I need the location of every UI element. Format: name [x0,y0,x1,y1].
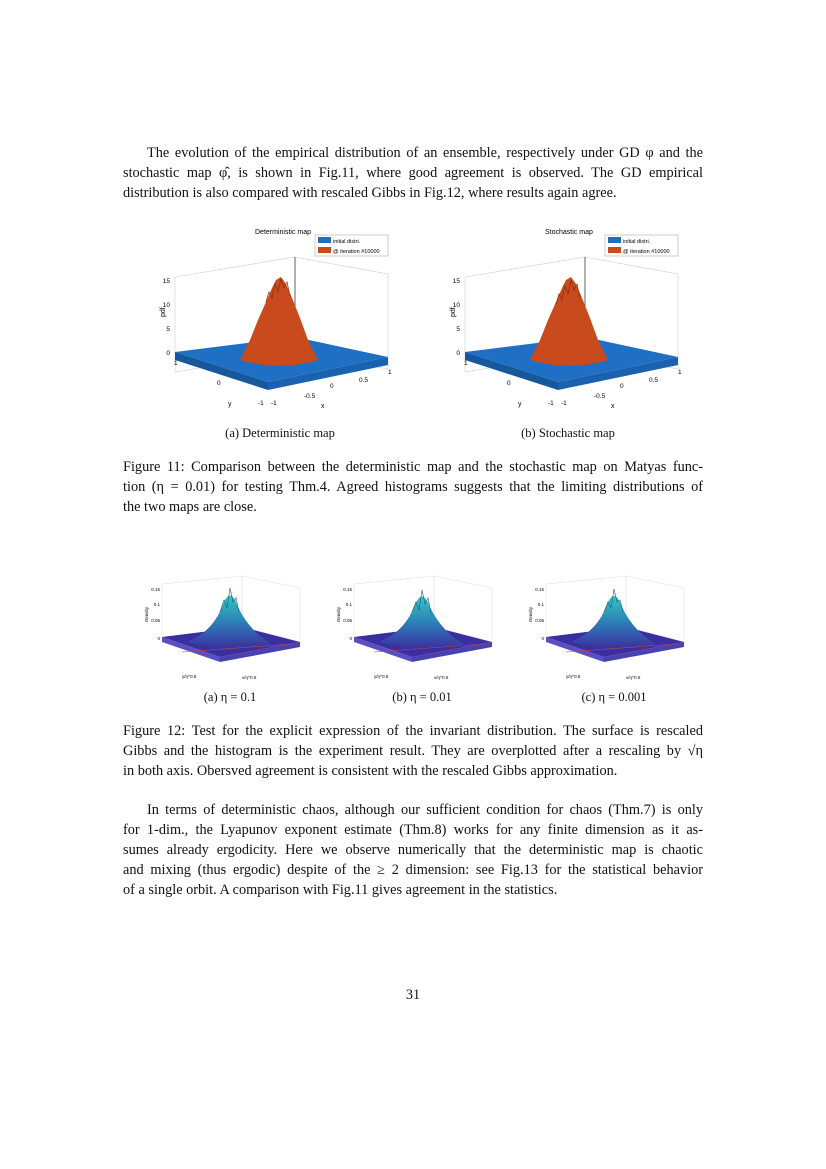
z-axis-label: Density [336,606,341,622]
figure12-panel-a [142,572,312,687]
xtick-neg1: -1 [271,400,277,407]
legend-label-initial: initial distri. [333,239,361,245]
ytick-1: 1 [464,360,468,367]
histogram-bump [187,596,272,649]
closing-line-3: sumes already ergodicity. Here we observe numerically that the deterministic map is chaotic [123,842,703,858]
closing-line-4: and mixing (thus ergodic) despite of the ≥ 2 dimension: see Fig.13 for the statistical behavior [123,862,703,878]
ztick-5: 5 [456,326,460,333]
figure11-panel-a [150,222,400,417]
page-number: 31 [405,987,421,1003]
closing-line-2: for 1-dim., the Lyapunov exponent estimate (Thm.8) works for any finite dimension as it as- [123,822,703,838]
xtick-0: 0 [620,383,624,390]
ztick-15: 15 [162,278,170,285]
xtick-0: 0 [330,383,334,390]
ztick-005: 0.05 [535,618,544,623]
figure12-subcaption-a: (a) η = 0.1 [203,690,257,704]
intro-line-2: stochastic map φ̂, is shown in Fig.11, where good agreement is observed. The GD empirical [123,165,703,181]
x-axis-label: x/η^0.5 [626,675,641,680]
ztick-0: 0 [456,350,460,357]
figure12-panel-c [526,572,696,687]
ztick-0: 0 [541,636,544,641]
ztick-5: 5 [166,326,170,333]
ztick-01: 0.1 [153,602,160,607]
figure11-subcaption-b: (b) Stochastic map [521,426,615,440]
ztick-005: 0.05 [151,618,160,623]
figure11-caption-line-1: Figure 11: Comparison between the deterministic map and the stochastic map on Matyas func- [123,459,703,475]
legend-label-final: @ iteration #10000 [623,249,670,255]
figure11-caption-line-2: tion (η = 0.01) for testing Thm.4. Agreed histograms suggests that the limiting distributions of [123,479,703,495]
closing-line-1: In terms of deterministic chaos, although our sufficient condition for chaos (Thm.7) is only [147,802,703,818]
ytick-neg1: -1 [548,400,554,407]
ytick-0: 0 [217,380,221,387]
panel-title: Stochastic map [545,229,593,236]
figure12-caption-line-1: Figure 12: Test for the explicit expression of the invariant distribution. The surface is rescaled [123,723,703,739]
y-axis-label: y/η^0.5 [374,674,389,679]
ytick-neg1: -1 [258,400,264,407]
xtick-neg05: -0.5 [304,393,316,400]
figure12-subcaption-c: (c) η = 0.001 [581,690,647,704]
intro-line-3: distribution is also compared with rescaled Gibbs in Fig.12, where results again agree. [123,185,617,201]
y-axis-label: y/η^0.5 [182,674,197,679]
xtick-1: 1 [388,369,392,376]
legend-swatch-initial [608,237,621,243]
x-axis-label: x [321,403,325,410]
legend-swatch-initial [318,237,331,243]
x-axis-label: x/η^0.5 [242,675,257,680]
ztick-015: 0.15 [151,587,160,592]
xtick-neg05: -0.5 [594,393,606,400]
ztick-0: 0 [157,636,160,641]
figure11-caption [123,457,703,517]
z-axis-label: Density [528,606,533,622]
iteration-histogram-peak [240,277,318,366]
ztick-01: 0.1 [537,602,544,607]
histogram-bump [571,596,656,649]
intro-line-1: The evolution of the empirical distribution of an ensemble, respectively under GD φ and the [147,145,703,161]
ytick-0: 0 [507,380,511,387]
ztick-15: 15 [452,278,460,285]
ztick-10: 10 [162,302,170,309]
ztick-0: 0 [349,636,352,641]
ytick-1: 1 [174,360,178,367]
legend-swatch-final [318,247,331,253]
intro-paragraph [123,143,703,203]
figure12-caption [123,721,703,781]
y-axis-label: y [228,401,232,408]
ztick-015: 0.15 [535,587,544,592]
figure12-caption-line-3: in both axis. Obersved agreement is consistent with the rescaled Gibbs approximation. [123,763,618,779]
z-axis-label: pdf [160,307,167,317]
legend-label-final: @ iteration #10000 [333,249,380,255]
ztick-0: 0 [166,350,170,357]
legend-swatch-final [608,247,621,253]
figure12-subcaption-b: (b) η = 0.01 [392,690,452,704]
closing-paragraph [123,800,703,900]
xtick-neg1: -1 [561,400,567,407]
legend-label-initial: initial distri. [623,239,651,245]
figure12-panel-b [334,572,504,687]
x-axis-label: x [611,403,615,410]
figure12-caption-line-2: Gibbs and the histogram is the experiment result. They are overplotted after a rescaling by √η [123,743,703,759]
xtick-05: 0.5 [359,377,369,384]
y-axis-label: y [518,401,522,408]
z-axis-label: Density [144,606,149,622]
figure11-caption-line-3: the two maps are close. [123,499,257,515]
figure11-subcaption-a: (a) Deterministic map [225,426,335,440]
ztick-01: 0.1 [345,602,352,607]
xtick-1: 1 [678,369,682,376]
ztick-10: 10 [452,302,460,309]
panel-title: Deterministic map [255,229,312,236]
x-axis-label: x/η^0.5 [434,675,449,680]
figure11-panel-b [440,222,690,417]
closing-line-5: of a single orbit. A comparison with Fig.11 gives agreement in the statistics. [123,882,558,898]
histogram-bump [379,597,464,649]
y-axis-label: y/η^0.5 [566,674,581,679]
ztick-005: 0.05 [343,618,352,623]
xtick-05: 0.5 [649,377,659,384]
ztick-015: 0.15 [343,587,352,592]
z-axis-label: pdf [450,307,457,317]
